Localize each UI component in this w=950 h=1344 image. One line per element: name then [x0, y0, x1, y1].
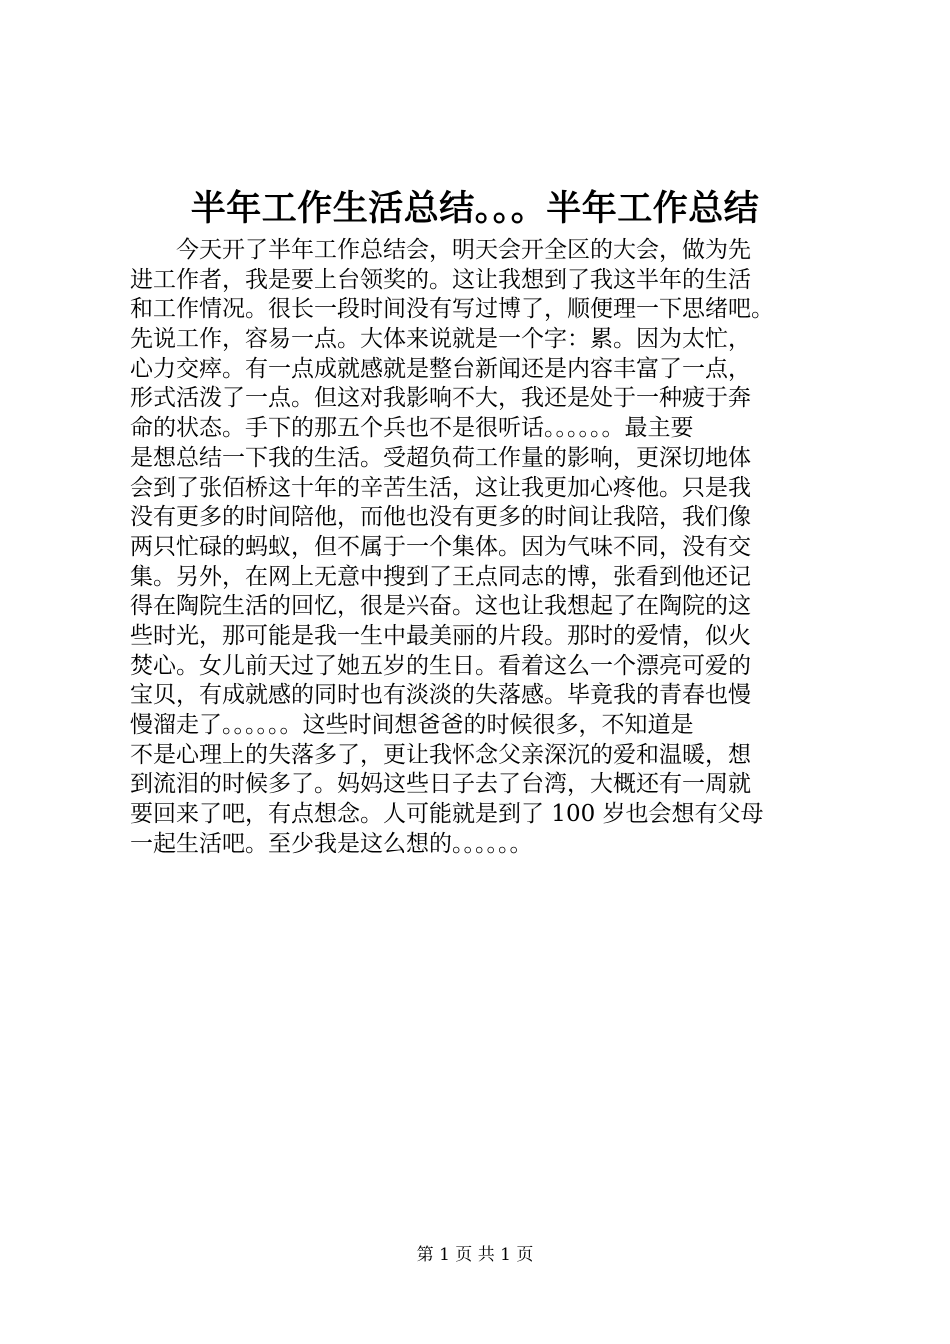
body-line: 慢溜走了。。。。。。这些时间想爸爸的时候很多，不知道是 — [130, 712, 694, 738]
body-line: 是想总结一下我的生活。受超负荷工作量的影响，更深切地体 — [130, 444, 751, 471]
body-line: 一起生活吧。至少我是这么想的。。。。。。 — [130, 830, 533, 857]
page-footer: 第 1 页 共 1 页 — [416, 1245, 534, 1265]
body-line: 心力交瘁。有一点成就感就是整台新闻还是内容丰富了一点， — [130, 355, 751, 382]
body-line: 两只忙碌的蚂蚁，但不属于一个集体。因为气味不同，没有交 — [130, 533, 751, 560]
body-line: 宝贝，有成就感的同时也有淡淡的失落感。毕竟我的青春也慢 — [130, 682, 751, 709]
body-line: 先说工作，容易一点。大体来说就是一个字：累。因为太忙， — [130, 326, 751, 353]
body-line: 进工作者，我是要上台领奖的。这让我想到了我这半年的生活 — [130, 266, 751, 293]
body-line: 到流泪的时候多了。妈妈这些日子去了台湾，大概还有一周就 — [130, 771, 751, 798]
body-line: 得在陶院生活的回忆，很是兴奋。这也让我想起了在陶院的这 — [130, 593, 751, 620]
body-line: 没有更多的时间陪他，而他也没有更多的时间让我陪，我们像 — [130, 504, 751, 531]
body-line: 不是心理上的失落多了，更让我怀念父亲深沉的爱和温暖，想 — [130, 741, 751, 768]
body-line: 今天开了半年工作总结会，明天会开全区的大会，做为先 — [130, 237, 751, 263]
body-line: 形式活泼了一点。但这对我影响不大，我还是处于一种疲于奔 — [130, 385, 751, 412]
body-line: 命的状态。手下的那五个兵也不是很听话。。。。。。最主要 — [130, 415, 694, 442]
body-line: 焚心。女儿前天过了她五岁的生日。看着这么一个漂亮可爱的 — [130, 652, 751, 679]
document-body — [130, 236, 774, 859]
document-title: 半年工作生活总结。。。半年工作总结 — [190, 188, 760, 229]
body-line: 集。另外，在网上无意中搜到了王点同志的博，张看到他还记 — [130, 563, 751, 590]
body-line: 和工作情况。很长一段时间没有写过博了，顺便理一下思绪吧。 — [130, 296, 774, 323]
body-line: 要回来了吧，有点想念。人可能就是到了 100 岁也会想有父母 — [130, 801, 764, 828]
body-line: 会到了张佰桥这十年的辛苦生活，这让我更加心疼他。只是我 — [130, 474, 751, 501]
body-line: 些时光，那可能是我一生中最美丽的片段。那时的爱情，似火 — [130, 622, 751, 649]
